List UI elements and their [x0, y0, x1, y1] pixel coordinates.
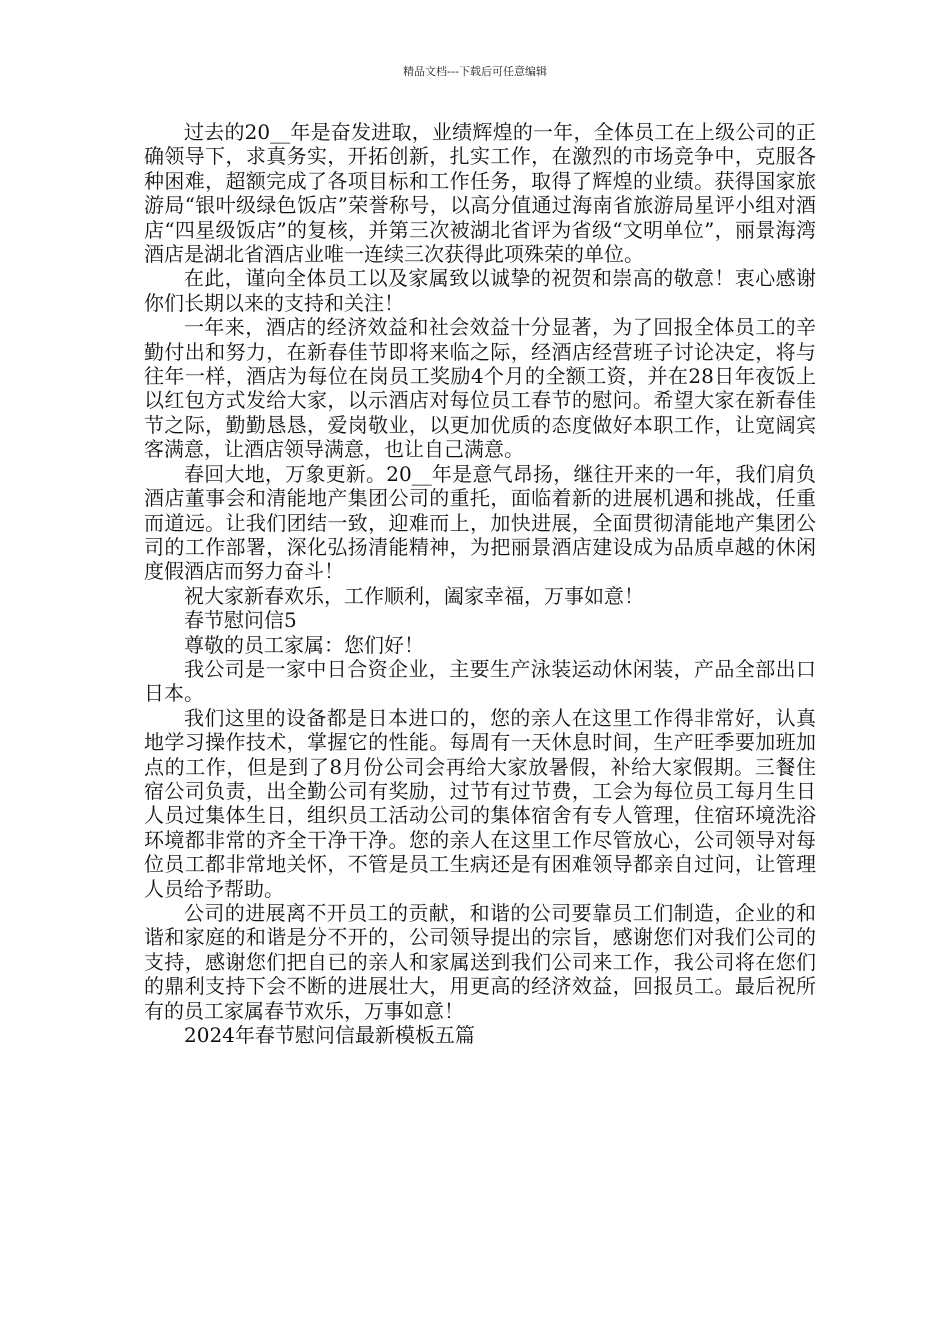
paragraph-closing: 公司的进展离不开员工的贡献，和谐的公司要靠员工们制造，企业的和谐和家庭的和谐是分不开的，公司领导提出的宗旨，感谢您们对我们公司的支持，感谢您们把自已的亲人和家属送到我们公司来工作，我公司将在您们的鼎利支持下会不断的进展壮大，用更高的经济效益，回报员工。最后祝所有的员工家属春节欢乐，万事如意！ [144, 901, 816, 1023]
paragraph-working-conditions: 我们这里的设备都是日本进口的，您的亲人在这里工作得非常好，认真地学习操作技术，掌握它的性能。每周有一天休息时间，生产旺季要加班加点的工作，但是到了8月份公司会再给大家放暑假，补给大家假期。三餐住宿公司负责，出全勤公司有奖励，过节有过节费，工会为每位员工每月生日人员过集体生日，组织员工活动公司的集体宿舍有专人管理，住宿环境洗浴环境都非常的齐全干净干净。您的亲人在这里工作尽管放心，公司领导对每位员工都非常地关怀，不管是员工生病还是有困难领导都亲自过问，让管理人员给予帮助。 [144, 705, 816, 901]
page-header: 精品文档---下载后可任意编辑 [403, 65, 547, 78]
paragraph-thanks: 在此，谨向全体员工以及家属致以诚挚的祝贺和崇高的敬意！衷心感谢你们长期以来的支持和关注！ [144, 266, 816, 315]
document-footer-title: 2024年春节慰问信最新模板五篇 [184, 1023, 475, 1048]
document-body [144, 120, 816, 1047]
paragraph-bonus: 一年来，酒店的经济效益和社会效益十分显著，为了回报全体员工的辛勤付出和努力，在新春佳节即将来临之际，经酒店经营班子讨论决定，将与往年一样，酒店为每位在岗员工奖励4个月的全额工资，并在28日年夜饭上以红包方式发给大家，以示酒店对每位员工春节的慰问。希望大家在新春佳节之际，勤勤恳恳，爱岗敬业，以更加优质的态度做好本职工作，让宽阔宾客满意，让酒店领导满意，也让自己满意。 [144, 315, 816, 462]
letter-salutation: 尊敬的员工家属：您们好！ [184, 632, 424, 657]
paragraph-intro: 过去的20__年是奋发进取，业绩辉煌的一年，全体员工在上级公司的正确领导下，求真务实，开拓创新，扎实工作，在激烈的市场竞争中，克服各种困难，超额完成了各项目标和工作任务，取得了辉煌的业绩。获得国家旅游局“银叶级绿色饭店”荣誉称号，以高分值通过海南省旅游局星评小组对酒店“四星级饭店”的复核，并第三次被湖北省评为省级“文明单位”，丽景海湾酒店是湖北省酒店业唯一连续三次获得此项殊荣的单位。 [144, 120, 816, 267]
paragraph-company-intro: 我公司是一家中日合资企业，主要生产泳装运动休闲装，产品全部出口日本。 [144, 656, 816, 706]
paragraph-wishes: 祝大家新春欢乐，工作顺利，阖家幸福，万事如意！ [184, 583, 644, 608]
paragraph-outlook: 春回大地，万象更新。20__年是意气昂扬，继往开来的一年，我们肩负酒店董事会和清能地产集团公司的重托，面临着新的进展机遇和挑战，任重而道远。让我们团结一致，迎难而上，加快进展，全面贯彻清能地产集团公司的工作部署，深化弘扬清能精神，为把丽景酒店建设成为品质卓越的休闲度假酒店而努力奋斗！ [144, 461, 816, 584]
letter-title: 春节慰问信5 [184, 608, 297, 633]
